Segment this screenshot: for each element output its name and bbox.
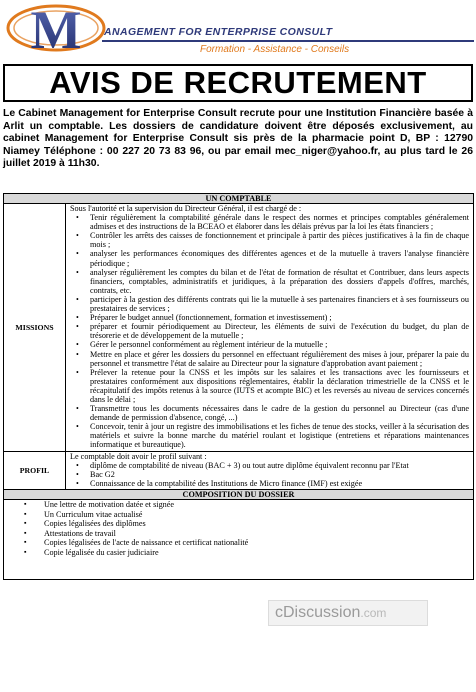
logo-letter: M <box>30 2 82 60</box>
company-logo <box>4 2 108 60</box>
watermark-text: cDiscussion <box>275 604 361 621</box>
title-box <box>3 64 473 102</box>
profil-label: PROFIL <box>4 451 66 489</box>
list-item: • Prélever la retenue pour la CNSS et les impôts sur les salaires et les transactions avec les fournisseurs et prestataires conformément aux dispositions réglementaires, établir la déclaration trimestrielle de la CNSS et le récapitulatif des impôts retenus à la source (IUTS et acompte BIC) et les reversés au niveau de services concernés dans le délai ; <box>70 368 469 404</box>
list-item: • préparer et fournir périodiquement au Directeur, les éléments de suivi de l'exécution du budget, du plan de trésorerie et de développement de la mutuelle ; <box>70 322 469 340</box>
list-item: • Mettre en place et gérer les dossiers du personnel en effectuant régulièrement des mises à jour, préparer la paie du personnel et transmettre l'état de salaire au Directeur pour la signature d'approbation avant paiement ; <box>70 350 469 368</box>
profil-row <box>4 451 474 489</box>
missions-content <box>66 204 474 452</box>
list-item: ▪ Copies légalisées des diplômes <box>8 519 469 529</box>
list-item: • Gérer le personnel conformément au règlement intérieur de la mutuelle ; <box>70 340 469 349</box>
list-item: ▪ Copies légalisées de l'acte de naissance et certificat nationalité <box>8 538 469 548</box>
list-item: • Contrôler les arrêts des caisses de fonctionnement et principale à partir des pièces justificatives à la fin de chaque mois ; <box>70 231 469 249</box>
list-item: • Bac G2 <box>70 470 469 479</box>
list-item: • Préparer le budget annuel (fonctionnement, formation et investissement) ; <box>70 313 469 322</box>
list-item: • diplôme de comptabilité de niveau (BAC + 3) ou tout autre diplôme équivalent reconnu par l'Etat <box>70 461 469 470</box>
list-item: • participer à la gestion des différents contrats qui lie la mutuelle à ses partenaires financiers et à ses fournisseurs ou prestataires de services ; <box>70 295 469 313</box>
profil-intro: Le comptable doit avoir le profil suivant : <box>70 451 207 461</box>
missions-label: MISSIONS <box>4 204 66 452</box>
brand-name: ANAGEMENT FOR ENTERPRISE CONSULT <box>104 26 333 38</box>
page-title: AVIS DE RECRUTEMENT <box>49 65 427 100</box>
profil-list <box>70 461 469 488</box>
list-item: ▪ Une lettre de motivation datée et signée <box>8 500 469 510</box>
list-item: • Tenir régulièrement la comptabilité générale dans le respect des normes et principes comptables généralement admises et des instructions de la BCEAO et élaborer dans les délais prévus par la loi les états financiers ; <box>70 213 469 231</box>
dossier-row <box>4 499 474 579</box>
dossier-content <box>4 499 474 579</box>
watermark <box>268 600 428 626</box>
list-item: • Connaissance de la comptabilité des Institutions de Micro finance (IMF) est exigée <box>70 479 469 488</box>
profil-content <box>66 451 474 489</box>
missions-intro: Sous l'autorité et la supervision du Directeur Général, il est chargé de : <box>70 204 302 213</box>
list-item: • Concevoir, tenir à jour un registre des immobilisations et les fiches de tenue des stocks, veiller à la sécurisation des matériels et suivre la bonne marche du matériel roulant et logistique (entretiens et réparations maintenances informatique et bureautique). <box>70 422 469 449</box>
intro-paragraph: Le Cabinet Management for Enterprise Consult recrute pour une Institution Financière basée à Arlit un comptable. Les dossiers de candidature doivent être déposés exclusivement, au cabinet Management for Enterprise Consult sis près de la pharmacie point D, BP : 12790 Niamey Téléphone : 00 227 20 73 83 96, ou par email mec_niger@yahoo.fr, au plus tard le 26 juillet 2019 à 11h30. <box>3 108 473 170</box>
missions-row <box>4 204 474 452</box>
brand-tagline: Formation - Assistance - Conseils <box>200 44 350 55</box>
list-item: • Transmettre tous les documents nécessaires dans le cadre de la gestion du personnel au Directeur (cas d'une demande de permission d'absence, congé, ...) <box>70 404 469 422</box>
watermark-suffix: .com <box>360 606 387 620</box>
header <box>0 0 476 62</box>
list-item: ▪ Un Curriculum vitae actualisé <box>8 510 469 520</box>
section-heading-comptable: UN COMPTABLE <box>4 194 474 204</box>
job-table <box>3 193 474 580</box>
dossier-list <box>8 500 469 558</box>
list-item: ▪ Copie légalisée du casier judiciaire <box>8 548 469 558</box>
list-item: ▪ Attestations de travail <box>8 529 469 539</box>
list-item: • analyser les performances économiques des différentes agences et de la mutuelle à travers l'analyse financière périodique ; <box>70 249 469 267</box>
list-item: • analyser régulièrement les comptes du bilan et de l'état de formation de résultat et Contribuer, dans leurs aspects financiers, comptables, administratifs et juridiques, à la préparation des dossiers d'appels d'offres, marchés, contrats, etc. <box>70 268 469 295</box>
missions-list <box>70 213 469 449</box>
section-heading-dossier: COMPOSITION DU DOSSIER <box>4 489 474 499</box>
brand-divider <box>102 40 474 42</box>
